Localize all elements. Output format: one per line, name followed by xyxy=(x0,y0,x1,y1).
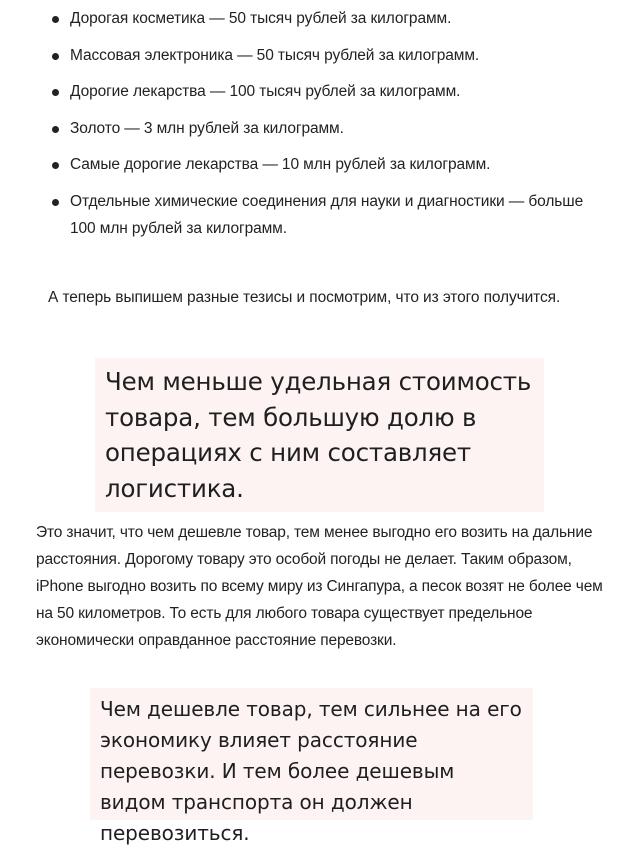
list-item: Самые дорогие лекарства — 10 млн рублей за килограмм. xyxy=(70,151,610,178)
body-paragraph: Это значит, что чем дешевле товар, тем менее выгодно его возить на дальние расстояния. Дорогому товару это особой погоды не делает. Таким образом, iPhone выгодно возить по всему миру из Сингапура, а песок возят не более чем на 50 километров. То есть для любого товара существует предельное экономически оправданное расстояние перевозки. xyxy=(36,524,603,649)
list-item: Дорогая косметика — 50 тысяч рублей за килограмм. xyxy=(70,5,610,32)
list-item: Дорогие лекарства — 100 тысяч рублей за килограмм. xyxy=(70,78,610,105)
highlight-quote-logistics: Чем меньше удельная стоимость товара, тем большую долю в операциях с ним составляет логистика. xyxy=(95,358,544,512)
highlight-quote-transport: Чем дешевле товар, тем сильнее на его экономику влияет расстояние перевозки. И тем более дешевым видом транспорта он должен перевозиться. xyxy=(90,688,533,820)
list-item: Отдельные химические соединения для науки и диагностики — больше 100 млн рублей за килограмм. xyxy=(70,188,610,242)
list-item: Золото — 3 млн рублей за килограмм. xyxy=(70,115,610,142)
list-item: Массовая электроника — 50 тысяч рублей за килограмм. xyxy=(70,42,610,69)
intro-paragraph: А теперь выпишем разные тезисы и посмотрим, что из этого получится. xyxy=(48,289,561,306)
price-list xyxy=(70,5,610,251)
